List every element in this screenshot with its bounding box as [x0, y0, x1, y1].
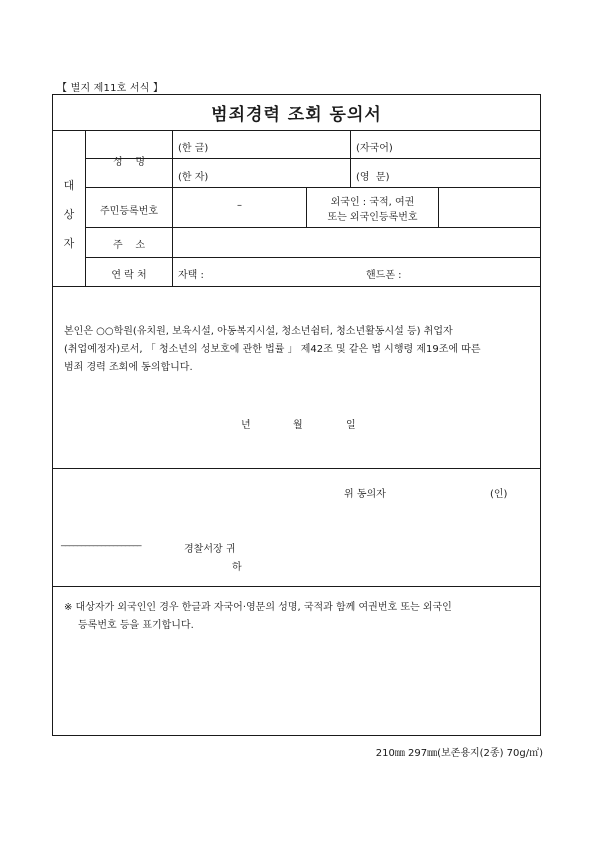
address-row-bottom: [85, 257, 541, 258]
foreigner-label-line2: 또는 외국인등록번호: [327, 212, 418, 223]
date-year-label: 년: [241, 420, 251, 431]
foreigner-value-divider: [438, 187, 439, 227]
consenter-label: 위 동의자: [344, 489, 386, 500]
name-row-bottom: [85, 187, 541, 188]
name-english-field[interactable]: (영 문): [356, 172, 390, 183]
seal-mark[interactable]: (인): [490, 489, 508, 500]
subject-section-bottom: [52, 286, 541, 287]
side-label-char-3: 자: [63, 237, 75, 250]
paper-spec: 210㎜ 297㎜(보존용지(2종) 70g/㎡): [375, 748, 543, 759]
consent-line-2: (취업예정자)로서, 「 청소년의 성보호에 관한 법률 」 제42조 및 같은 법 시행령 제19조에 따른: [64, 344, 481, 355]
side-label-char-2: 상: [63, 208, 75, 221]
name-hanja-field[interactable]: (한 자): [178, 172, 209, 183]
name-korean-field[interactable]: (한 글): [178, 143, 209, 154]
form-number-label: 【 별지 제11호 서식 】: [57, 83, 164, 94]
date-day-label: 일: [346, 420, 356, 431]
mobile-phone-field[interactable]: 핸드폰 :: [366, 270, 402, 281]
note-line-2: 등록번호 등을 표기합니다.: [78, 620, 194, 631]
rrn-row-bottom: [85, 227, 541, 228]
form-title: 범죄경력 조회 동의서: [211, 104, 382, 125]
addressee-suffix: 하: [232, 562, 242, 573]
signature-section-bottom: [52, 586, 541, 587]
consent-section-bottom: [52, 468, 541, 469]
home-phone-field[interactable]: 자택 :: [178, 270, 204, 281]
addressee-title: 경찰서장 귀: [184, 544, 236, 555]
rrn-field[interactable]: –: [237, 200, 242, 211]
side-label-char-1: 대: [63, 179, 75, 192]
name-label: 성 명: [112, 157, 146, 168]
title-divider: [52, 130, 541, 131]
foreigner-id-field[interactable]: [440, 189, 540, 226]
police-station-name-field[interactable]: ____________________: [61, 537, 141, 547]
rrn-label: 주민등록번호: [100, 206, 158, 217]
contact-label: 연 락 처: [111, 270, 147, 281]
consent-line-1: 본인은 ○○학원(유치원, 보육시설, 아동복지시설, 청소년쉼터, 청소년활동시설 등) 취업자: [64, 326, 453, 337]
address-label: 주 소: [112, 240, 146, 251]
name-native-field[interactable]: (자국어): [356, 143, 393, 154]
foreigner-label-line1: 외국인 : 국적, 여권: [330, 197, 415, 208]
note-line-1: ※ 대상자가 외국인인 경우 한글과 자국어·영문의 성명, 국적과 함께 여권번호 또는 외국인: [64, 602, 452, 613]
address-field[interactable]: [174, 229, 540, 256]
name-value-divider: [350, 130, 351, 187]
consent-line-3: 범죄 경력 조회에 동의합니다.: [64, 362, 193, 373]
date-month-label: 월: [293, 420, 303, 431]
